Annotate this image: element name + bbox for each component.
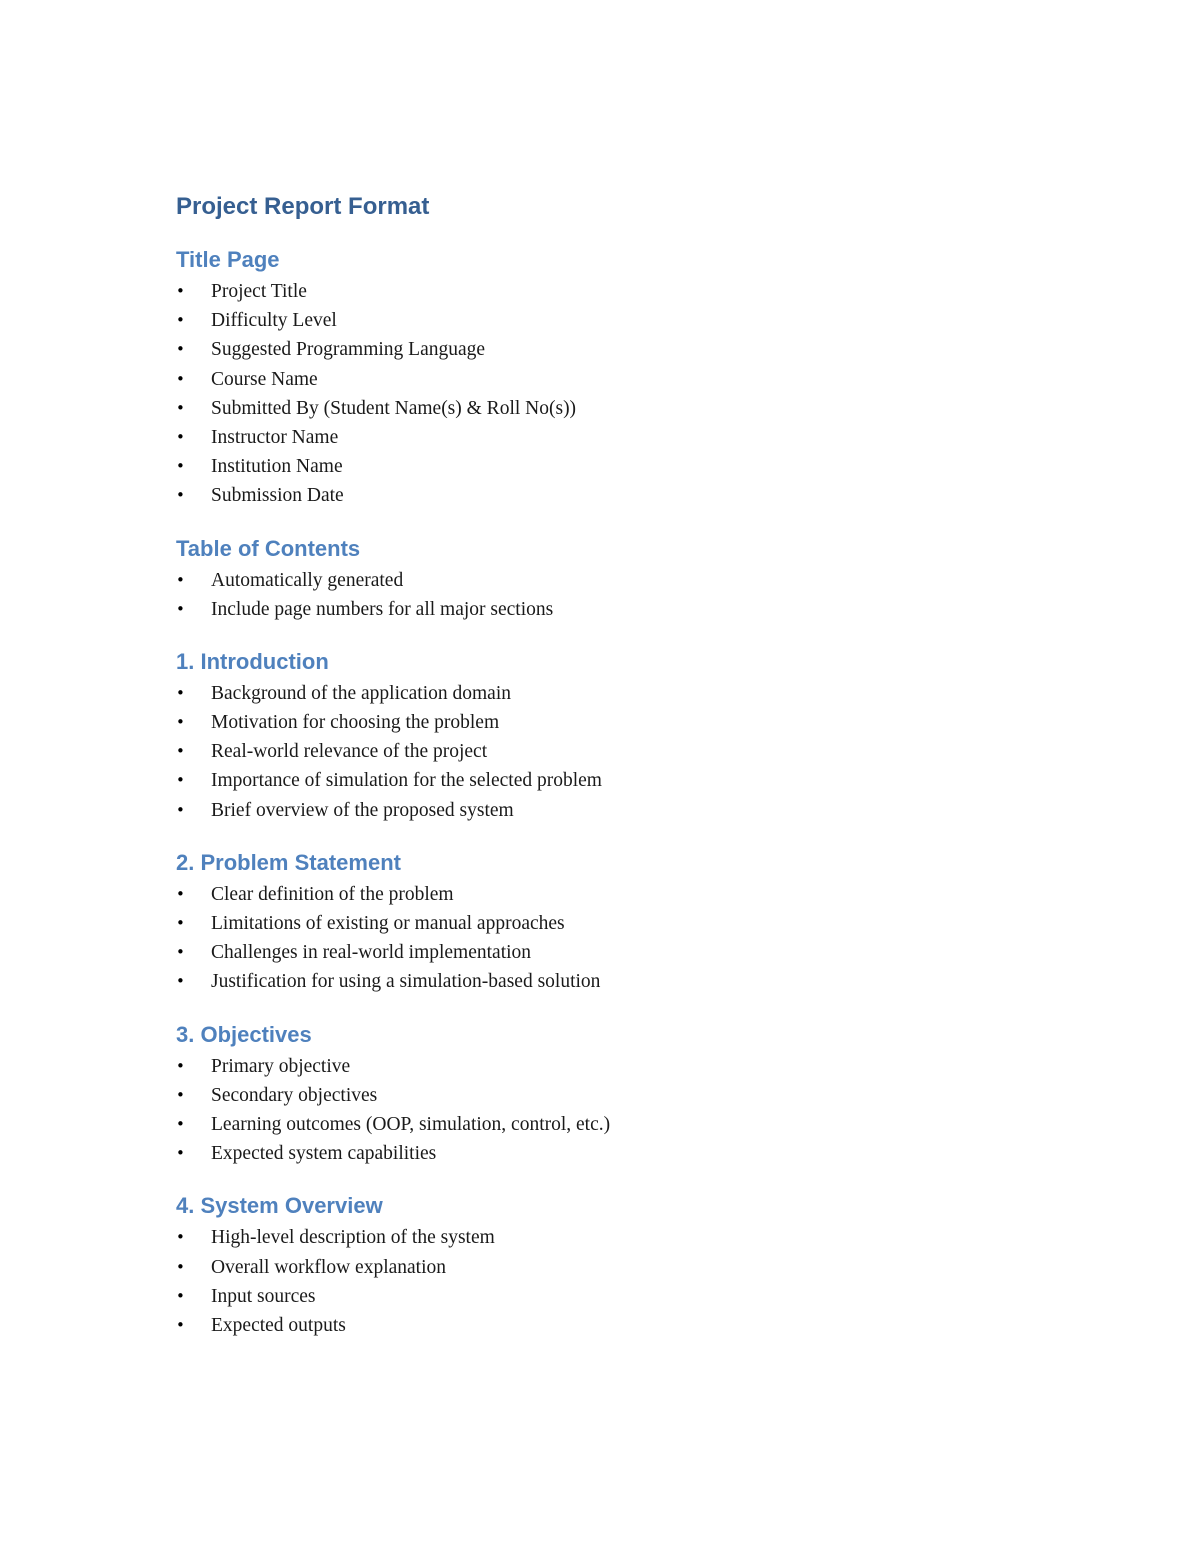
bullet-icon: • <box>176 1056 185 1075</box>
bullet-icon: • <box>176 486 185 505</box>
bullet-list <box>176 277 1076 511</box>
section-problem-statement <box>176 846 1076 997</box>
list-item <box>176 1139 1076 1168</box>
list-item-text: Project Title <box>211 281 307 302</box>
bullet-icon: • <box>176 713 185 732</box>
section-heading: Table of Contents <box>176 535 361 561</box>
list-item-text: Expected outputs <box>211 1314 346 1336</box>
list-item-text: Background of the application domain <box>211 682 512 704</box>
list-item-text: Learning outcomes (OOP, simulation, control, etc.) <box>211 1113 611 1135</box>
bullet-icon: • <box>176 1228 185 1247</box>
section-heading: 1. Introduction <box>176 648 329 674</box>
bullet-icon: • <box>176 1257 185 1276</box>
list-item <box>176 766 1076 795</box>
list-item <box>176 1253 1076 1282</box>
bullet-list <box>176 566 1076 624</box>
bullet-icon: • <box>176 1114 185 1133</box>
document-title: Project Report Format <box>176 193 430 220</box>
list-item-text: Overall workflow explanation <box>211 1256 447 1278</box>
bullet-icon: • <box>176 311 185 330</box>
list-item-text: Secondary objectives <box>211 1084 378 1106</box>
list-item-text: Limitations of existing or manual approaches <box>211 913 565 934</box>
list-item <box>176 365 1076 394</box>
bullet-icon: • <box>176 914 185 932</box>
bullet-icon: • <box>176 369 185 388</box>
list-item <box>176 1223 1076 1252</box>
bullet-icon: • <box>176 771 185 790</box>
list-item-text: Brief overview of the proposed system <box>211 799 514 821</box>
bullet-icon: • <box>176 742 185 761</box>
bullet-icon: • <box>176 1286 185 1305</box>
section-table-of-contents <box>176 532 1076 624</box>
bullet-icon: • <box>176 398 185 417</box>
bullet-icon: • <box>176 599 185 618</box>
list-item <box>176 1311 1076 1340</box>
list-item <box>176 566 1076 595</box>
list-item-text: Clear definition of the problem <box>211 883 454 905</box>
list-item <box>176 737 1076 766</box>
bullet-list <box>176 1223 1076 1340</box>
list-item <box>176 481 1076 510</box>
list-item-text: Motivation for choosing the problem <box>211 712 500 734</box>
bullet-list <box>176 679 1076 825</box>
list-item-text: Real-world relevance of the project <box>211 741 488 763</box>
bullet-icon: • <box>176 972 185 991</box>
list-item <box>176 967 1076 996</box>
list-item-text: Input sources <box>211 1285 316 1307</box>
bullet-icon: • <box>176 282 185 300</box>
bullet-icon: • <box>176 340 185 359</box>
section-heading: 4. System Overview <box>176 1193 383 1219</box>
list-item-text: Institution Name <box>211 456 343 478</box>
list-item-text: Submitted By (Student Name(s) & Roll No(s)) <box>211 397 577 419</box>
list-item-text: High-level description of the system <box>211 1227 495 1249</box>
bullet-icon: • <box>176 457 185 476</box>
section-heading: 3. Objectives <box>176 1021 312 1047</box>
list-item <box>176 909 1076 938</box>
bullet-icon: • <box>176 683 185 702</box>
bullet-icon: • <box>176 1144 185 1163</box>
list-item-text: Submission Date <box>211 485 344 507</box>
list-item <box>176 880 1076 909</box>
list-item-text: Primary objective <box>211 1055 351 1077</box>
section-title-page <box>176 243 1076 511</box>
bullet-icon: • <box>176 884 185 903</box>
list-item <box>176 796 1076 825</box>
list-item-text: Include page numbers for all major sections <box>211 598 554 620</box>
section-objectives <box>176 1018 1076 1169</box>
list-item-text: Justification for using a simulation-based solution <box>211 971 601 993</box>
list-item-text: Expected system capabilities <box>211 1143 437 1165</box>
list-item-text: Importance of simulation for the selected problem <box>211 770 602 792</box>
list-item <box>176 938 1076 967</box>
list-item <box>176 595 1076 624</box>
bullet-icon: • <box>176 1085 185 1104</box>
list-item <box>176 335 1076 364</box>
list-item <box>176 423 1076 452</box>
list-item-text: Suggested Programming Language <box>211 339 486 361</box>
list-item <box>176 1282 1076 1311</box>
bullet-icon: • <box>176 943 185 962</box>
bullet-icon: • <box>176 800 185 819</box>
list-item <box>176 452 1076 481</box>
list-item-text: Course Name <box>211 368 318 390</box>
list-item-text: Challenges in real-world implementation <box>211 942 532 964</box>
list-item <box>176 277 1076 306</box>
bullet-list <box>176 880 1076 997</box>
bullet-icon: • <box>176 1315 185 1334</box>
section-heading: Title Page <box>176 247 280 272</box>
section-heading: 2. Problem Statement <box>176 849 401 875</box>
list-item-text: Automatically generated <box>211 569 404 591</box>
section-introduction <box>176 645 1076 825</box>
bullet-icon: • <box>176 427 185 446</box>
list-item <box>176 1110 1076 1139</box>
list-item <box>176 679 1076 708</box>
list-item <box>176 708 1076 737</box>
list-item-text: Difficulty Level <box>211 310 337 332</box>
list-item <box>176 306 1076 335</box>
bullet-icon: • <box>176 570 185 589</box>
list-item <box>176 1052 1076 1081</box>
bullet-list <box>176 1052 1076 1169</box>
list-item-text: Instructor Name <box>211 426 339 448</box>
list-item <box>176 394 1076 423</box>
list-item <box>176 1081 1076 1110</box>
section-system-overview <box>176 1189 1076 1340</box>
document-page <box>176 190 1076 1340</box>
